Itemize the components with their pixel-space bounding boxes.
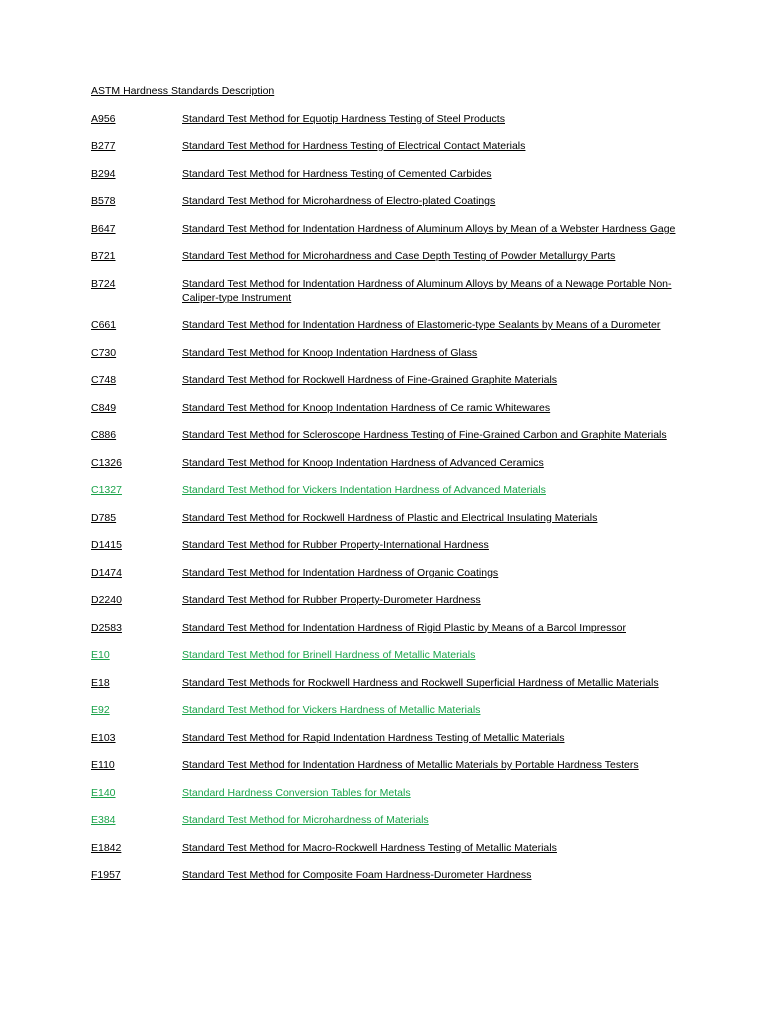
standard-description: Standard Test Method for Rubber Property-International Hardness: [182, 539, 489, 551]
standard-description: Standard Test Method for Scleroscope Hardness Testing of Fine-Grained Carbon and Graphite Materials: [182, 429, 667, 441]
standard-description: Standard Test Method for Microhardness and Case Depth Testing of Powder Metallurgy Parts: [182, 250, 616, 262]
standard-entry: [91, 222, 681, 236]
standard-code[interactable]: C1327: [91, 484, 122, 496]
standard-entry: [91, 621, 681, 635]
standard-description[interactable]: Standard Test Method for Brinell Hardness of Metallic Materials: [182, 649, 476, 661]
standard-description: Standard Test Method for Indentation Hardness of Aluminum Alloys by Mean of a Webster Hardness Gage: [182, 222, 676, 235]
standard-code: B277: [91, 140, 116, 152]
standard-description: Standard Test Methods for Rockwell Hardness and Rockwell Superficial Hardness of Metallic Materials: [182, 676, 659, 689]
standard-description: Standard Test Method for Indentation Hardness of Organic Coatings: [182, 566, 499, 579]
standard-entry: [91, 868, 681, 882]
standard-entry: [91, 112, 681, 126]
standard-description: Standard Test Method for Rubber Property-Durometer Hardness: [182, 594, 481, 606]
standard-description: Standard Test Method for Knoop Indentation Hardness of Advanced Ceramics: [182, 456, 544, 469]
standard-entry-link[interactable]: [91, 483, 681, 497]
standard-entry: [91, 401, 681, 415]
standard-entry: [91, 428, 681, 442]
standard-entry: [91, 566, 681, 580]
standard-code: D1474: [91, 566, 122, 579]
standard-description: Standard Test Method for Indentation Hardness of Rigid Plastic by Means of a Barcol Impressor: [182, 621, 626, 634]
document-title: ASTM Hardness Standards Description: [91, 85, 275, 97]
standard-entry: [91, 277, 681, 305]
standard-code: C730: [91, 346, 117, 359]
standard-code: C1326: [91, 456, 122, 469]
standard-code: E1842: [91, 841, 122, 854]
standard-code: D1415: [91, 539, 122, 551]
standard-entry: [91, 346, 681, 360]
standard-code: E18: [91, 676, 110, 689]
standard-entry-link[interactable]: [91, 813, 681, 827]
standard-code: B647: [91, 222, 116, 235]
standard-code[interactable]: E140: [91, 786, 116, 799]
standard-description: Standard Test Method for Hardness Testing of Cemented Carbides: [182, 167, 492, 180]
standard-description: Standard Test Method for Rockwell Hardness of Fine-Grained Graphite Materials: [182, 374, 558, 386]
standard-code[interactable]: E384: [91, 814, 116, 826]
standard-code: D2583: [91, 621, 122, 634]
standard-description[interactable]: Standard Test Method for Microhardness of Materials: [182, 814, 429, 826]
standard-code: B294: [91, 167, 116, 180]
standard-description: Standard Test Method for Rockwell Hardness of Plastic and Electrical Insulating Materials: [182, 511, 598, 524]
standard-code: B724: [91, 277, 116, 290]
standard-description[interactable]: Standard Test Method for Vickers Indentation Hardness of Advanced Materials: [182, 484, 546, 496]
standard-entry-link[interactable]: [91, 648, 681, 662]
standard-entry: [91, 593, 681, 607]
standard-description[interactable]: Standard Hardness Conversion Tables for Metals: [182, 786, 411, 799]
standard-code: B578: [91, 195, 116, 207]
standard-code: C748: [91, 374, 117, 386]
standards-list: [91, 112, 681, 883]
standard-description: Standard Test Method for Indentation Hardness of Metallic Materials by Portable Hardness Testers: [182, 759, 639, 771]
standard-entry-link[interactable]: [91, 786, 681, 800]
standard-entry: [91, 139, 681, 153]
standard-description: Standard Test Method for Indentation Hardness of Elastomeric-type Sealants by Means of a Durometer: [182, 319, 661, 331]
standard-entry: [91, 511, 681, 525]
standard-description: Standard Test Method for Knoop Indentation Hardness of Ce ramic Whitewares: [182, 401, 551, 414]
standard-entry: [91, 373, 681, 387]
standard-entry: [91, 538, 681, 552]
standard-description: Standard Test Method for Indentation Hardness of Aluminum Alloys by Means of a Newage Portable Non-Caliper-type Instrument: [182, 277, 672, 304]
standard-code: D785: [91, 511, 117, 524]
standard-code: F1957: [91, 869, 121, 881]
standard-description: Standard Test Method for Macro-Rockwell Hardness Testing of Metallic Materials: [182, 841, 557, 854]
standard-entry: [91, 731, 681, 745]
standard-description: Standard Test Method for Knoop Indentation Hardness of Glass: [182, 346, 478, 359]
standard-code: E110: [91, 759, 115, 771]
standard-entry: [91, 167, 681, 181]
standard-code: C849: [91, 401, 117, 414]
standard-code[interactable]: E10: [91, 649, 110, 661]
standard-code: C661: [91, 319, 117, 331]
standard-description: Standard Test Method for Hardness Testing of Electrical Contact Materials: [182, 140, 526, 152]
standard-code: B721: [91, 250, 116, 262]
standard-entry-link[interactable]: [91, 703, 681, 717]
standard-code: D2240: [91, 594, 122, 606]
standard-description: Standard Test Method for Microhardness of Electro-plated Coatings: [182, 195, 496, 207]
standard-entry: [91, 758, 681, 772]
standard-entry: [91, 194, 681, 208]
standard-description[interactable]: Standard Test Method for Vickers Hardness of Metallic Materials: [182, 704, 481, 716]
standard-description: Standard Test Method for Equotip Hardness Testing of Steel Products: [182, 112, 505, 125]
standard-entry: [91, 318, 681, 332]
standard-entry: [91, 676, 681, 690]
standard-code: C886: [91, 429, 117, 441]
standard-code[interactable]: E92: [91, 704, 110, 716]
standard-entry: [91, 456, 681, 470]
document-page: [91, 84, 681, 896]
standard-entry: [91, 841, 681, 855]
standard-code: A956: [91, 112, 116, 125]
standard-description: Standard Test Method for Rapid Indentation Hardness Testing of Metallic Materials: [182, 731, 565, 744]
standard-description: Standard Test Method for Composite Foam Hardness-Durometer Hardness: [182, 869, 532, 881]
standard-code: E103: [91, 731, 116, 744]
standard-entry: [91, 249, 681, 263]
